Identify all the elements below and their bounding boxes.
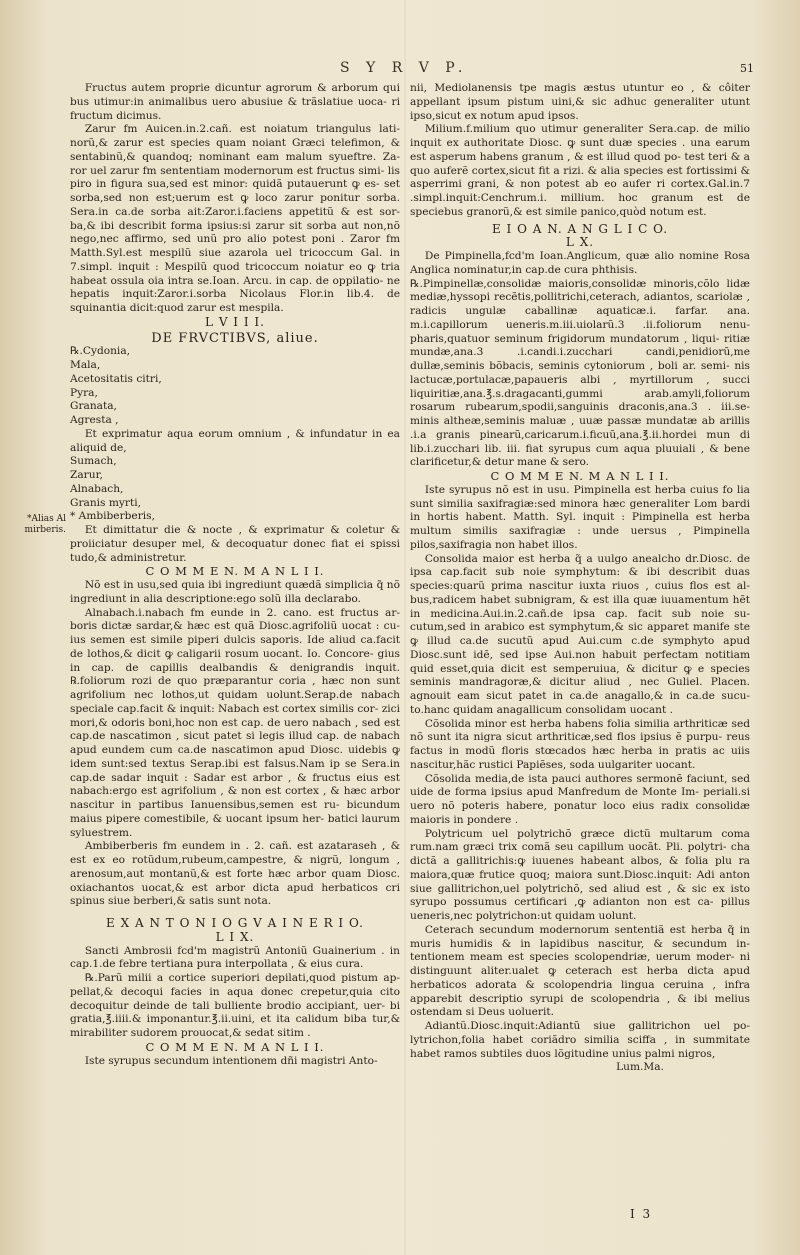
margin-note-line: *Alias Al xyxy=(27,514,66,524)
recipe-item: Et dimittatur die & nocte , & exprimatur & coletur & proiiciatur desuper mel, & decoquatur donec fiat ei spissi tudo,& administretur. xyxy=(70,524,400,564)
paragraph: Fructus autem proprie dicuntur agrorum & arborum qui bus utimur:in animalibus uero abusiue & trãslatiue uoca- ri fructum dicimus. xyxy=(70,82,400,122)
recipe-item: Granis myrti, xyxy=(70,496,141,509)
section-title: E X A N T O N I O G V A I N E R I O. xyxy=(106,916,364,930)
section-number: L I X. xyxy=(215,929,255,944)
page-header xyxy=(0,60,800,80)
paragraph: Consolida maior est herba q̃ a uulgo anealcho dr.Diosc. de ipsa cap.facit sub noie symphytum: & ibi describit duas species:quarũ prima nascitur iuxta riuos , cuius flos est al- bus,radicem habet subnigram, & est illa quæ iuuamentum hẽt in medicina.Aui.in.2.cañ.de ipsa cap. facit sub noie su- cutum,sed in arabico est symphytum,& sic apparet manife ste ꝙ illud ca.de sucutũ apud Aui.cum c.de symphyto apud Diosc.sunt idẽ, sed ipse Aui.non habuit perfectam notitiam quid esset,quia dicit est semperuiua, & dicitur ꝙ e species seminis mandragoræ,& dicitur aliud , nec Guliel. Placen. agnouit eam sicut patet in ca.de anagallo,& in ca.de sucu- to.hanc quidam anagallicum consolidam uocant . xyxy=(410,552,750,716)
recipe-item: Et exprimatur aqua eorum omnium , & infundatur in ea aliquid de, xyxy=(70,427,400,454)
recipe-item: Zarur, xyxy=(70,469,103,481)
paragraph: Zarur fm Auicen.in.2.cañ. est noiatum triangulus lati- norũ,& zarur est species quam noiant Græci telefimon, & sentabinũ,& quandoq; nominant eam malum syueftre. Za- ror uel zarur fm sententiam modernorum est fructus simi- lis piro in figura sua,sed est minor: quidã putauerunt ꝙ es- set sorba,sed non est;uerum est ꝙ loco zarur ponitur sorba. Sera.in ca.de sorba ait:Zaror.i.faciens appetitũ & est sor- ba,& ibi describit forma ipsius:si zarur sit sorba aut non,nõ nego,nec affirmo, sed unũ pro alio potest poni . Zaror fm Matth.Syl.est mespilũ siue azarola uel tricoccum Gal. in 7.simpl. inquit : Mespilũ quod tricoccum noiatur eo ꝙ tria habeat ossula oia intra se.Ioan. Arcu. in cap. de oppilatio- ne hepatis inquit:Zaror.i.sorba Nicolaus Flor.in lib.4. de squinantia dicit:quod zarur est mespila. xyxy=(70,123,400,314)
commentary-heading: C O M M E N. M A N L I I. xyxy=(490,469,670,483)
paragraph: Iste syrupus secundum intentionem dñi magistri Anto- xyxy=(84,1054,378,1067)
paragraph: Ceterach secundum modernorum sententiã est herba q̃ in muris humidis & in lapidibus nascitur, & secundum in- tentionem meam est species scolopendriæ, uerum moder- ni distinguunt aliter.ualet ꝙ ceterach est herba dicta apud herbaticos adorata & scolopendria lingua ceruina , infra apparebit descriptio syrupi de scolopendria , & ibi melius ostendam si Deus uoluerit. xyxy=(410,923,750,1019)
paragraph: Adiantũ.Diosc.inquit:Adiantũ siue gallitrichon uel po- lytrichon,folia habet coriãdro similia sciffa , in summitate habet ramos subtiles duos lõgitudine unius palmi nigros, xyxy=(410,1020,750,1060)
running-head: S Y R V P. xyxy=(340,60,469,76)
paragraph: Alnabach.i.nabach fm eunde in 2. cano. est fructus ar- boris dictæ sardar,& hæc est quã Diosc.agrifoliũ uocat : cu- ius semen est simile piperi dulcis saporis. Ide aliud ca.facit de lothos,& dicit ꝙ caligarii rosum uocant. Io. Concore- gius in cap. de capillis dealbandis & denigrandis inquit. ℞.foliorum rozi de quo præparantur coria , hæc non sunt agrifolium nec lothos,ut quidam uolunt.Serap.de nabach speciale cap.facit & inquit: Nabach est cortex similis cor- zici mori,& odoris boni,hoc non est cap. de uero nabach , sed est cap.de nascatimon , sicut patet si legis illud cap. de nabach apud eundem cum ca.de nascatimon apud Diosc. uidebis ꝙ idem sunt:sed textus Serap.ibi est falsus.Nam ip se Sera.in cap.de sadar inquit : Sadar est arbor , & fructus eius est nabach:ergo est agrifolium , & non est cortex , & hæc arbor nascitur in partibus Ianuensibus,semen est ru- bicundum maius pipere comestibile, & uocant ipsum her- batici laurum syluestrem. xyxy=(70,606,400,839)
paragraph: ℞.Pimpinellæ,consolidæ maioris,consolidæ minoris,cõlo lidæ mediæ,hyssopi recẽtis,pollitrichi,ceterach, adiantos, scariolæ , radicis ungulæ caballinæ aquaticæ.i. farfar. ana. m.i.capillorum ueneris.m.iii.uiolarũ.3 .ii.foliorum nenu- pharis,quatuor seminum frigidorum mundatorum , liqui- ritiæ mundæ,ana.3 .i.candi.i.zucchari candi,penidiorũ,me dullæ,seminis bõbacis, seminis cytoniorum , boli ar. semi- nis lactucæ,portulacæ,papaueris albi , myrtillorum , succi liquiritiæ,ana.℥.s.dragacanti,gummi arab.amyli,foliorum rosarum rubearum,spodii,sanguinis draconis,ana.3 . iii.se- minis altheæ,seminis maluæ , uuæ passæ mundatæ ab arillis .i.a granis pinearũ,caricarum.i.ficuũ,ana.℥.ii.hordei mun di lib.i.zucchari lib. iii. fiat syrupus cum aqua pluuiali , & bene clarificetur,& detur mane & sero. xyxy=(410,277,750,469)
recipe-item: Granata, xyxy=(70,400,117,413)
section-title: E I O A N. A N G L I C O. xyxy=(491,221,669,236)
signature-mark: I 3 xyxy=(630,1207,653,1221)
recipe-item: Pyra, xyxy=(70,386,98,399)
paragraph: Ambiberberis fm eundem in . 2. cañ. est azataraseh , & est ex eo rotũdum,rubeum,campestre, & nigrũ, longum , arenosum,aut montanũ,& est forte hæc arbor quam Diosc. oxiachantos uocat,& est arbor dicta apud herbaticos cri spinus siue berberi,& satis sunt nota. xyxy=(70,840,400,908)
margin-note xyxy=(4,514,66,536)
margin-note-line: mirberis. xyxy=(24,525,66,535)
chapter-number: L V I I I. xyxy=(205,314,265,329)
paragraph: Polytricum uel polytrichõ græce dictũ multarum coma rum.nam græci trix comã seu capillum uocãt. Pli. polytri- cha dictã a gallitrichis:ꝙ iuuenes habeant albos, & folia plu ra maiora,quæ frutice quoq; maiora sunt.Diosc.inquit: Adi anton siue gallitrichon,uel polytrichõ, sed aliud est , & sic ex isto syrupo possumus certificari ,ꝙ adianton non est ca- pillus ueneris,nec polytrichon:ut quidam uolunt. xyxy=(410,827,750,922)
paragraph: Milium.f.milium quo utimur generaliter Sera.cap. de milio inquit ex authoritate Diosc. ꝙ sunt duæ species . una earum est asperum habens granum , & est illud quod po- test teri & a quo auferẽ cortex,sicut fit a rizi. & alia species est fortissimi & asperrimi grani, & non potest ab eo aufer ri cortex.Gal.in.7 .simpl.inquit:Cenchrum.i. millium. hoc granum est de speciebus granorũ,& est simile panico,quòd notum est. xyxy=(410,123,750,218)
recipe-item: Sumach, xyxy=(70,455,117,468)
page-fold-shadow xyxy=(404,0,406,1255)
paragraph: Cõsolida minor est herba habens folia similia arthriticæ sed nõ sunt ita nigra sicut arthriticæ,sed flos ipsius ẽ purpu- reus factus in modũ floris stœcados hæc herba in pratis ac uiis nascitur,hãc rustici Papiẽses, soda uulgariter uocant. xyxy=(410,717,750,771)
paragraph: Sancti Ambrosii fcd'm magistrũ Antoniũ Guainerium . in cap.1.de febre tertiana pura interpollata , & eius cura. xyxy=(70,944,400,971)
recipe-item: Mala, xyxy=(70,359,101,371)
paragraph: Nõ est in usu,sed quia ibi ingrediunt quædã simplicia q̃ nõ ingrediunt in alia descriptione:ego solũ illa declarabo. xyxy=(70,579,400,605)
recipe-item: Agresta , xyxy=(70,414,119,426)
right-column xyxy=(410,82,750,1075)
paragraph: ℞.Parũ milii a cortice superiori depilati,quod pistum ap- pellat,& decoqui facies in aqua donec crepetur,quia cito decoquitur deinde de tali bulliente brodio accipiant, uer- bi gratia,℥.iiii.& imponantur.℥.ii.uini, et ita calidum biba tur,& mirabiliter sudorem prouocat,& sedat sitim . xyxy=(70,972,400,1039)
paragraph: Cõsolida media,de ista pauci authores sermonẽ faciunt, sed uide de forma ipsius apud Manfredum de Monte Im- periali.si uero nõ poteris habere, ponatur loco eius radix consolidæ maioris in pondere . xyxy=(410,772,750,826)
recipe-list xyxy=(70,345,400,565)
paragraph: De Pimpinella,fcd'm Ioan.Anglicum, quæ alio nomine Rosa Anglica nominatur,in cap.de cura phthisis. xyxy=(410,250,750,276)
recipe-item: * Ambiberberis, xyxy=(70,510,155,523)
commentary-heading: C O M M E N. M A N L I I. xyxy=(145,564,325,579)
catchword: Lum.Ma. xyxy=(616,1061,664,1074)
left-column xyxy=(70,82,400,1068)
commentary-heading: C O M M E N. M A N L I I. xyxy=(145,1039,325,1054)
paragraph: Iste syrupus nõ est in usu. Pimpinella est herba cuius fo lia sunt similia saxifragiæ:sed minora hæc generaliter Lom bardi in hortis habent. Matth. Syl. inquit : Pimpinella est herba multum similis saxifragiæ : unde uersus , Pimpinella pilos,saxifragia non habet illos. xyxy=(410,483,750,551)
paragraph: nii, Mediolanensis tpe magis æstus utuntur eo , & côiter appellant ipsum pistum uini,& sic adhuc generaliter utunt ipso,sicut ex notum apud ipsos. xyxy=(410,82,750,122)
page-number: 51 xyxy=(740,62,754,75)
recipe-item: ℞.Cydonia, xyxy=(70,345,131,358)
chapter-title: DE FRVCTIBVS, aliue. xyxy=(151,330,319,346)
recipe-item: Alnabach, xyxy=(70,482,124,495)
recipe-item: Acetositatis citri, xyxy=(70,372,162,385)
section-number: L X. xyxy=(565,235,595,250)
